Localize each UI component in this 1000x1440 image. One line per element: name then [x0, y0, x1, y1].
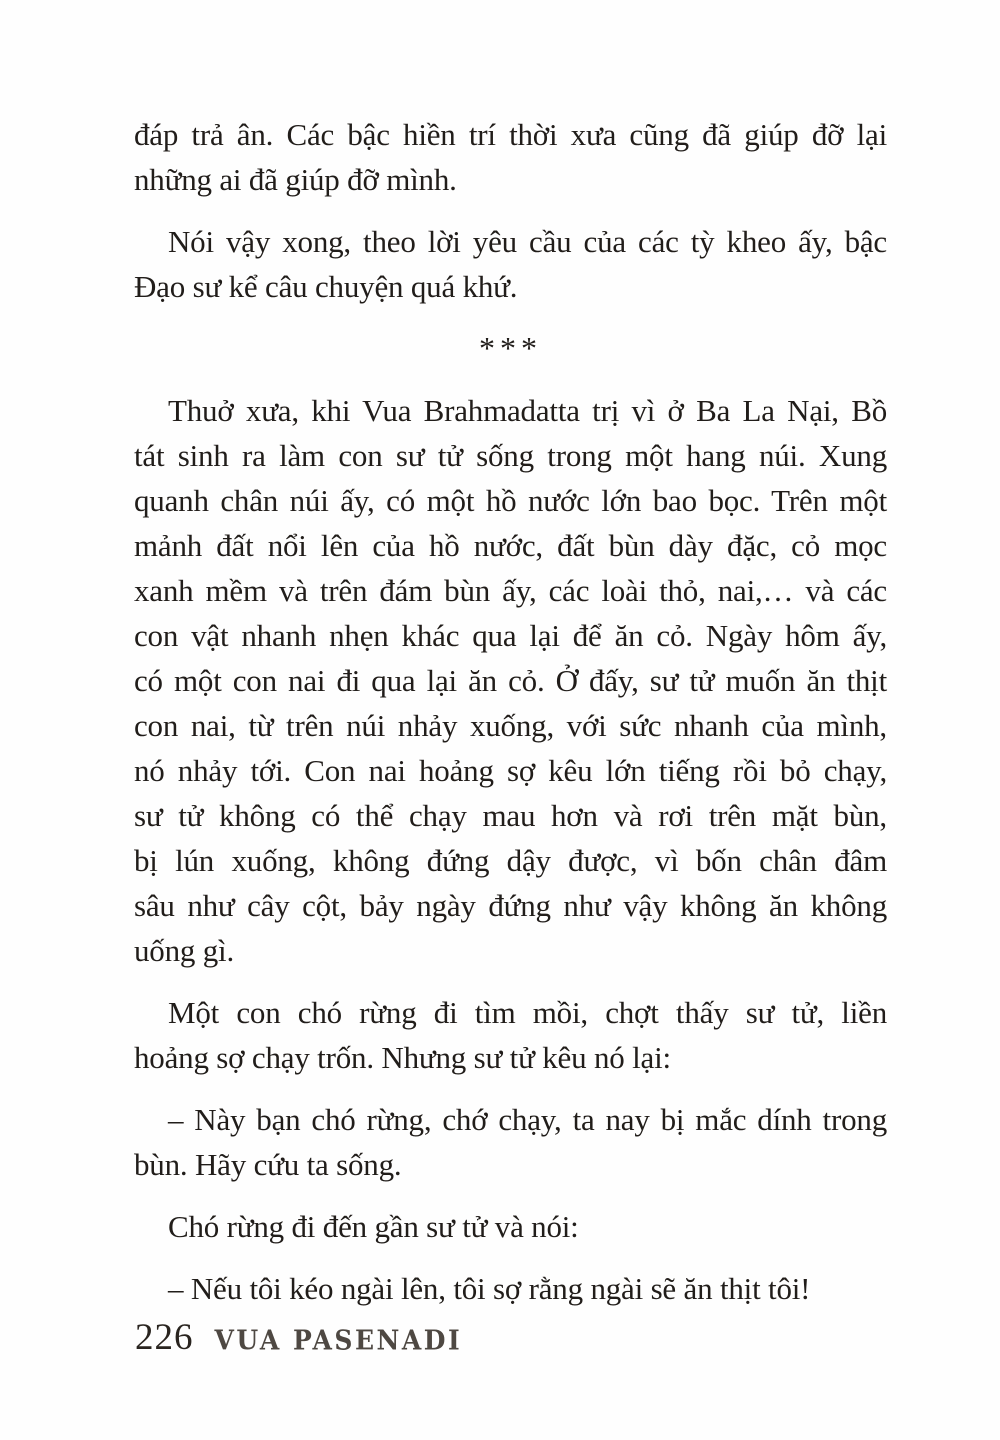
- text-line: tát sinh ra làm con sư tử sống trong một hang núi. Xung: [134, 438, 887, 473]
- text-line: – Này bạn chó rừng, chớ chạy, ta nay bị mắc dính trong: [168, 1102, 887, 1137]
- page-number: 226: [135, 1317, 194, 1358]
- running-title: VUA PASENADI: [214, 1324, 463, 1357]
- text-line: Nói vậy xong, theo lời yêu cầu của các tỳ kheo ấy, bậc: [168, 224, 887, 259]
- text-line: con vật nhanh nhẹn khác qua lại để ăn cỏ. Ngày hôm ấy,: [134, 618, 887, 653]
- paragraph: [134, 990, 887, 1080]
- text-line: đáp trả ân. Các bậc hiền trí thời xưa cũng đã giúp đỡ lại: [134, 117, 887, 152]
- paragraph: [134, 388, 887, 973]
- text-line: quanh chân núi ấy, có một hồ nước lớn bao bọc. Trên một: [134, 483, 887, 518]
- paragraph: [134, 219, 887, 309]
- text-line: sư tử không có thể chạy mau hơn và rơi trên mặt bùn,: [134, 798, 887, 833]
- paragraph: [134, 1097, 887, 1187]
- text-line: sâu như cây cột, bảy ngày đứng như vậy không ăn không: [134, 888, 887, 923]
- text-line: Đạo sư kể câu chuyện quá khứ.: [134, 269, 518, 304]
- text-line: – Nếu tôi kéo ngài lên, tôi sợ rằng ngài sẽ ăn thịt tôi!: [168, 1271, 811, 1306]
- text-line: uống gì.: [134, 933, 235, 968]
- section-separator: ***: [479, 330, 542, 366]
- text-line: bị lún xuống, không đứng dậy được, vì bốn chân đâm: [134, 843, 887, 878]
- text-line: bùn. Hãy cứu ta sống.: [134, 1147, 402, 1182]
- text-line: có một con nai đi qua lại ăn cỏ. Ở đấy, sư tử muốn ăn thịt: [134, 663, 887, 698]
- text-line: nó nhảy tới. Con nai hoảng sợ kêu lớn tiếng rồi bỏ chạy,: [134, 753, 887, 788]
- text-line: hoảng sợ chạy trốn. Nhưng sư tử kêu nó lại:: [134, 1040, 671, 1075]
- text-line: Một con chó rừng đi tìm mồi, chợt thấy sư tử, liền: [168, 995, 887, 1030]
- paragraph: [134, 1204, 887, 1249]
- text-line: Chó rừng đi đến gần sư tử và nói:: [168, 1209, 579, 1244]
- page-text: [134, 112, 887, 1328]
- text-line: những ai đã giúp đỡ mình.: [134, 162, 457, 197]
- page-footer: [135, 1316, 462, 1359]
- paragraph: [134, 112, 887, 202]
- text-line: xanh mềm và trên đám bùn ấy, các loài thỏ, nai,… và các: [134, 573, 887, 608]
- text-line: con nai, từ trên núi nhảy xuống, với sức nhanh của mình,: [134, 708, 887, 743]
- text-line: Thuở xưa, khi Vua Brahmadatta trị vì ở Ba La Nại, Bồ: [168, 393, 887, 428]
- paragraph: [134, 1266, 887, 1311]
- text-line: mảnh đất nổi lên của hồ nước, đất bùn dày đặc, cỏ mọc: [134, 528, 887, 563]
